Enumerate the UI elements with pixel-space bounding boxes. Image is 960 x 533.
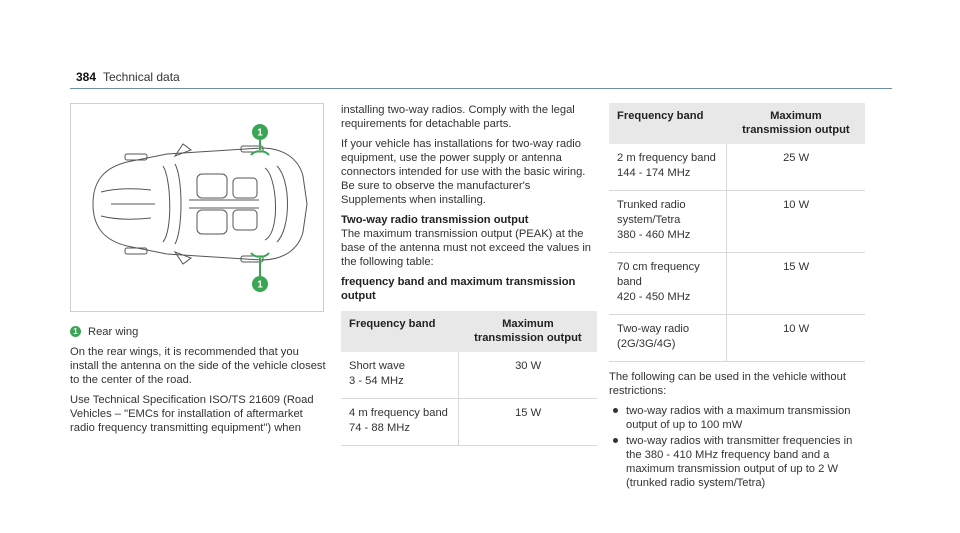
paragraph: Use Technical Specification ISO/TS 21609 (Road Vehicles – "EMCs for installation of aftermarket radio frequency transmitting equipment") when [70,394,314,434]
section-title: Technical data [103,70,180,84]
power-value: 30 W [459,352,597,399]
middle-column [341,103,597,446]
column-header-max-output: Maximum transmission output [727,103,865,144]
list-item: two-way radios with transmitter frequencies in the 380 - 410 MHz frequency band and a maximum transmission output of up to 2 W (trunked radio system/Tetra) [609,434,865,490]
svg-text:1: 1 [257,127,263,139]
bullet-icon [613,438,618,443]
caption-label: Rear wing [88,326,139,338]
band-range: 144 - 174 MHz [617,167,691,179]
column-header-frequency-band: Frequency band [341,311,459,352]
power-value: 10 W [727,315,865,362]
band-range: 420 - 450 MHz [617,291,691,303]
column-header-max-output: Maximum transmission output [459,311,597,352]
callout-top [252,124,268,140]
column-header-frequency-band: Frequency band [609,103,727,144]
table-row [341,399,597,446]
band-name: 70 cm frequency band [617,261,700,288]
band-name: Short wave [349,360,405,372]
power-value: 10 W [727,191,865,253]
band-range: 3 - 54 MHz [349,375,404,387]
table-row [609,191,865,253]
section-heading: frequency band and maximum transmission output [341,276,576,302]
frequency-table-1 [341,311,597,446]
left-column [70,325,326,441]
paragraph: installing two-way radios. Comply with the legal requirements for detachable parts. [341,104,575,130]
power-value: 15 W [727,253,865,315]
paragraph: The following can be used in the vehicle without restrictions: [609,371,846,397]
table-row [609,253,865,315]
svg-text:1: 1 [257,279,263,291]
vehicle-top-view-figure [70,103,324,312]
band-name: Two-way radio (2G/3G/4G) [617,323,690,350]
vehicle-illustration [71,104,323,311]
right-column [609,103,865,492]
header-divider [70,88,892,89]
paragraph: On the rear wings, it is recommended that you install the antenna on the side of the vehicle closest to the center of the road. [70,346,326,386]
paragraph: If your vehicle has installations for two-way radio equipment, use the power supply or antenna connectors intended for use with the basic wiring. Be sure to observe the manufacturer's Supplements when installing. [341,138,586,206]
band-range: 380 - 460 MHz [617,229,691,241]
figure-caption [70,325,326,339]
power-value: 15 W [459,399,597,446]
band-name: Trunked radio system/Tetra [617,199,686,226]
paragraph: The maximum transmission output (PEAK) at the base of the antenna must not exceed the values in the following table: [341,228,592,268]
callout-bottom [252,276,268,292]
band-range: 74 - 88 MHz [349,422,410,434]
table-row [609,315,865,362]
page-number: 384 [76,70,97,84]
restriction-list [609,404,865,490]
band-name: 4 m frequency band [349,407,448,419]
callout-badge: 1 [70,326,81,337]
frequency-table-2 [609,103,865,362]
power-value: 25 W [727,144,865,191]
table-row [609,144,865,191]
bullet-icon [613,408,618,413]
section-heading: Two-way radio transmission output [341,214,529,226]
table-row [341,352,597,399]
list-item: two-way radios with a maximum transmission output of up to 100 mW [609,404,865,432]
band-name: 2 m frequency band [617,152,716,164]
